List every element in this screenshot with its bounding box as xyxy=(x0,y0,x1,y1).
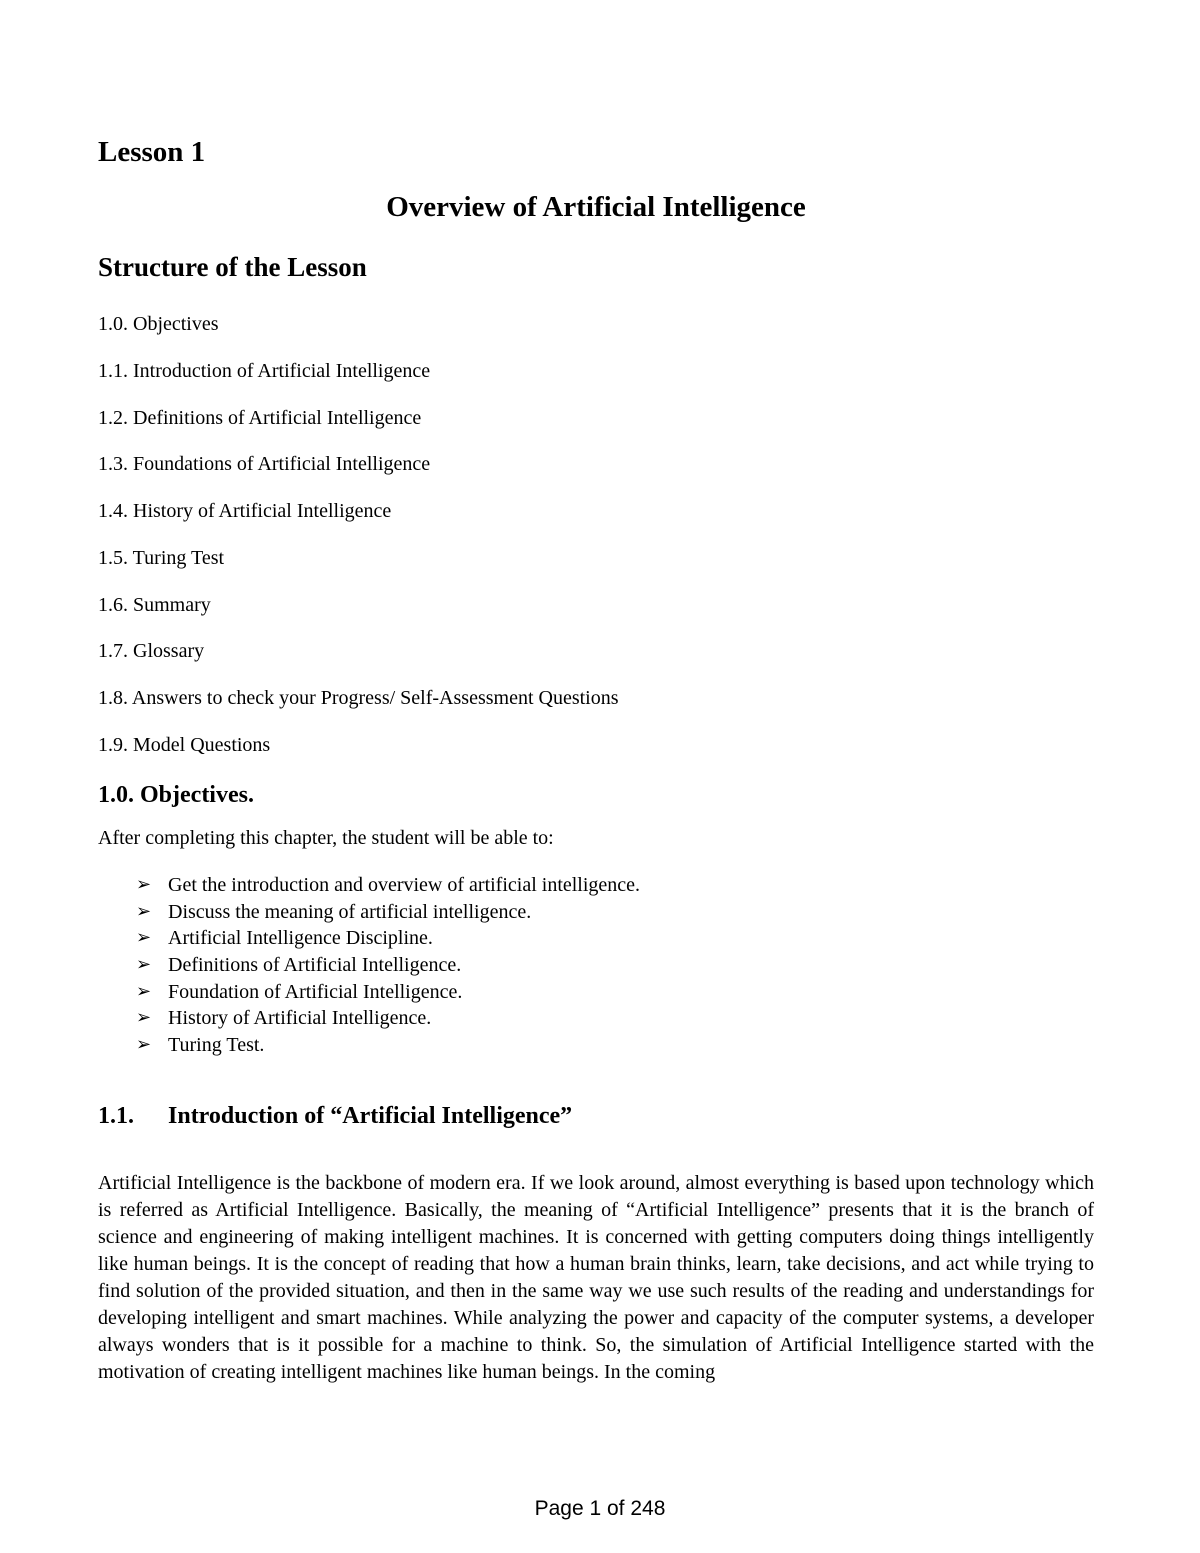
list-item xyxy=(136,979,640,1006)
objective-text: Get the introduction and overview of artificial intelligence. xyxy=(168,874,641,896)
toc-item: 1.9. Model Questions xyxy=(98,733,271,756)
arrow-bullet-icon: ➢ xyxy=(136,874,152,895)
toc-item: 1.6. Summary xyxy=(98,593,211,616)
list-item xyxy=(136,1032,640,1059)
objectives-heading: 1.0. Objectives. xyxy=(98,782,254,808)
toc-item: 1.4. History of Artificial Intelligence xyxy=(98,500,392,522)
toc-item: 1.7. Glossary xyxy=(98,640,205,663)
objectives-intro: After completing this chapter, the student will be able to: xyxy=(98,827,554,849)
table-of-contents xyxy=(98,311,619,779)
structure-heading: Structure of the Lesson xyxy=(98,252,367,282)
objective-text: Foundation of Artificial Intelligence. xyxy=(168,980,463,1003)
list-item xyxy=(136,925,640,952)
objective-text: Artificial Intelligence Discipline. xyxy=(168,927,433,950)
lesson-title: Overview of Artificial Intelligence xyxy=(386,191,806,223)
arrow-bullet-icon: ➢ xyxy=(136,900,152,922)
arrow-bullet-icon: ➢ xyxy=(136,980,152,1002)
toc-item: 1.0. Objectives xyxy=(98,313,219,335)
section-number: 1.1. xyxy=(98,1103,134,1129)
arrow-bullet-icon: ➢ xyxy=(136,927,152,949)
objectives-list xyxy=(136,872,640,1059)
arrow-bullet-icon: ➢ xyxy=(136,1034,152,1056)
toc-item: 1.3. Foundations of Artificial Intelligence xyxy=(98,453,431,476)
intro-paragraph: Artificial Intelligence is the backbone of modern era. If we look around, almost everything is based upon technology which is referred as Artificial Intelligence. Basically, the meaning of “Artificial Intelligence” presents that it is the branch of science and engineering of making intelligent machines. It is concerned with getting computers doing things intelligently like human beings. It is the concept of reading that how a human brain thinks, learn, take decisions, and act while trying to find solution of the provided situation, and then in the same way we use such results of the reading and understandings for developing intelligent and smart machines. While analyzing the power and capacity of the computer systems, a developer always wonders that is it possible for a machine to think. So, the simulation of Artificial Intelligence started with the motivation of creating intelligent machines like human beings. In the coming xyxy=(98,1172,1094,1383)
arrow-bullet-icon: ➢ xyxy=(136,954,152,976)
page-number-footer: Page 1 of 248 xyxy=(534,1497,666,1520)
intro-heading xyxy=(98,1103,572,1130)
objective-text: Discuss the meaning of artificial intelligence. xyxy=(168,900,532,923)
objective-text: History of Artificial Intelligence. xyxy=(168,1007,432,1030)
list-item xyxy=(136,1005,640,1032)
list-item xyxy=(136,872,640,899)
list-item xyxy=(136,952,640,979)
list-item xyxy=(136,899,640,926)
arrow-bullet-icon: ➢ xyxy=(136,1007,152,1029)
section-title: Introduction of “Artificial Intelligence” xyxy=(168,1103,573,1129)
objective-text: Turing Test. xyxy=(168,1034,265,1057)
toc-item: 1.8. Answers to check your Progress/ Self-Assessment Questions xyxy=(98,687,619,709)
objective-text: Definitions of Artificial Intelligence. xyxy=(168,954,462,977)
lesson-label: Lesson 1 xyxy=(98,136,206,168)
toc-item: 1.2. Definitions of Artificial Intelligence xyxy=(98,406,422,429)
toc-item: 1.5. Turing Test xyxy=(98,546,225,569)
toc-item: 1.1. Introduction of Artificial Intelligence xyxy=(98,359,431,382)
